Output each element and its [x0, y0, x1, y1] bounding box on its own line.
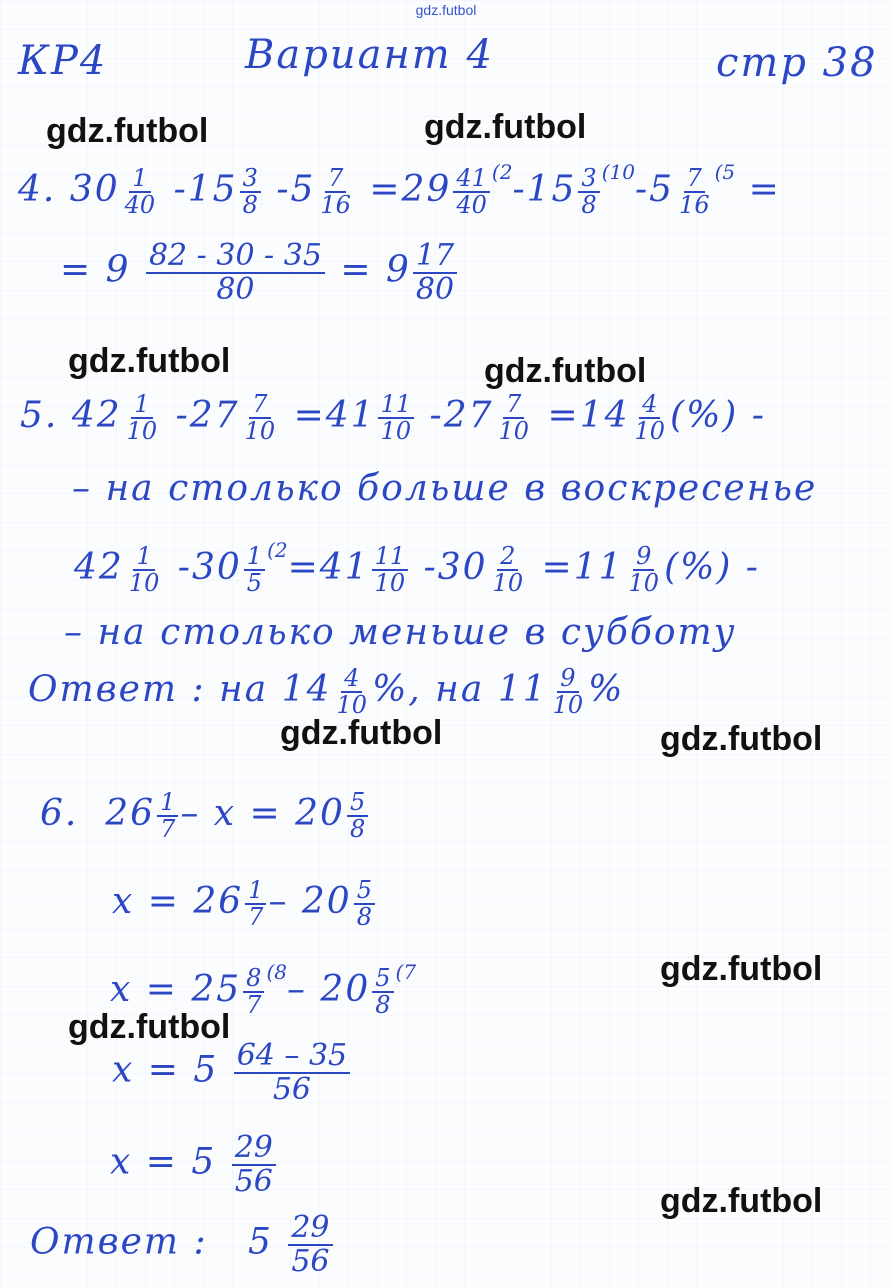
- fraction: $\frac{8}{7}$: [243, 966, 264, 1018]
- task5-line4: – на столько меньше в субботу: [64, 612, 737, 653]
- fraction: $\frac{9}{10}$: [552, 664, 584, 720]
- fraction: $\frac{7}{16}$: [679, 163, 710, 219]
- fraction: $\frac{3}{8}$: [240, 166, 261, 218]
- watermark: gdz.futbol: [68, 1008, 231, 1046]
- fraction: $\frac{7}{10}$: [498, 390, 530, 446]
- fraction: $\frac{1}{7}$: [157, 790, 178, 842]
- fraction: $\frac{5}{8}$: [372, 966, 393, 1018]
- task6-line3: x = 25 $\frac{8}{7}$ $^{(8}$– 20 $\frac{5}{8}$ $^{(7}$: [110, 960, 417, 1019]
- watermark: gdz.futbol: [424, 108, 587, 146]
- fraction: $\frac{1}{40}$: [124, 163, 156, 219]
- fraction: $\frac{3}{8}$: [578, 166, 599, 218]
- fraction: $\frac{64 - 35}{56}$: [234, 1040, 350, 1105]
- task5-answer: Ответ : на 14 $\frac{4}{10}$ %, на 11 $\frac{9}{10}$ %: [28, 664, 625, 720]
- fraction: $\frac{11}{10}$: [378, 392, 415, 444]
- fraction: $\frac{17}{80}$: [413, 240, 457, 305]
- task5-line3: 42 $\frac{1}{10}$ -30 $\frac{1}{5}$ $^{(2}$=41 $\frac{11}{10}$ -30 $\frac{2}{10}$ =11 $\frac{9}{10}$ (%) -: [74, 538, 760, 597]
- fraction: $\frac{41}{40}$: [453, 166, 490, 218]
- task6-label: 6.: [40, 793, 79, 835]
- fraction: $\frac{7}{16}$: [320, 163, 351, 219]
- task5-label: 5.: [20, 395, 59, 437]
- header-page: стр 38: [716, 40, 878, 86]
- fraction: $\frac{11}{10}$: [372, 544, 409, 596]
- task4-label: 4.: [18, 169, 57, 210]
- task6-answer: Ответ : 5 $\frac{29}{56}$: [30, 1212, 335, 1277]
- fraction: $\frac{4}{10}$: [336, 664, 368, 720]
- header-class: КР4: [18, 38, 108, 84]
- watermark: gdz.futbol: [660, 1182, 823, 1220]
- fraction: $\frac{7}{10}$: [244, 390, 276, 446]
- watermark-top: gdz.futbol: [415, 2, 477, 18]
- watermark: gdz.futbol: [660, 720, 823, 758]
- fraction: $\frac{1}{10}$: [126, 390, 158, 446]
- task6-line1: 6. 26 $\frac{1}{7}$ – x = 20 $\frac{5}{8}$: [40, 790, 370, 842]
- fraction: $\frac{82 - 30 - 35}{80}$: [146, 240, 325, 305]
- task6-line4: x = 5 $\frac{64 - 35}{56}$: [112, 1040, 352, 1105]
- task4-line2: = 9 $\frac{82 - 30 - 35}{80}$ = 9 $\frac{17}{80}$: [60, 240, 459, 305]
- task6-line5: x = 5 $\frac{29}{56}$: [110, 1132, 278, 1197]
- task4-line1: 4. 30 $\frac{1}{40}$ -15 $\frac{3}{8}$ -5 $\frac{7}{16}$ =29 $\frac{41}{40}$ $^{(2}$-15 $\frac{3}{8}$ $^{(10}$-5 $\frac{7}{16}$ $^{(5}$ =: [18, 160, 781, 219]
- watermark: gdz.futbol: [68, 342, 231, 380]
- fraction: $\frac{2}{10}$: [492, 541, 524, 597]
- fraction: $\frac{9}{10}$: [628, 541, 660, 597]
- fraction: $\frac{5}{8}$: [354, 878, 375, 930]
- fraction: $\frac{29}{56}$: [288, 1212, 332, 1277]
- task5-line2: – на столько больше в воскресенье: [72, 468, 818, 509]
- fraction: $\frac{5}{8}$: [347, 790, 368, 842]
- header-variant: Вариант 4: [245, 32, 494, 78]
- watermark: gdz.futbol: [660, 950, 823, 988]
- watermark: gdz.futbol: [484, 352, 647, 390]
- fraction: $\frac{1}{5}$: [244, 544, 265, 596]
- task5-line1: 5. 42 $\frac{1}{10}$ -27 $\frac{7}{10}$ =41 $\frac{11}{10}$ -27 $\frac{7}{10}$ =14 $\frac{4}{10}$ (%) -: [20, 390, 766, 446]
- fraction: $\frac{1}{10}$: [128, 541, 160, 597]
- fraction: $\frac{29}{56}$: [232, 1132, 276, 1197]
- watermark: gdz.futbol: [46, 112, 209, 150]
- fraction: $\frac{1}{7}$: [245, 878, 266, 930]
- task6-line2: x = 26 $\frac{1}{7}$ – 20 $\frac{5}{8}$: [112, 878, 377, 930]
- fraction: $\frac{4}{10}$: [634, 390, 666, 446]
- watermark: gdz.futbol: [280, 714, 443, 752]
